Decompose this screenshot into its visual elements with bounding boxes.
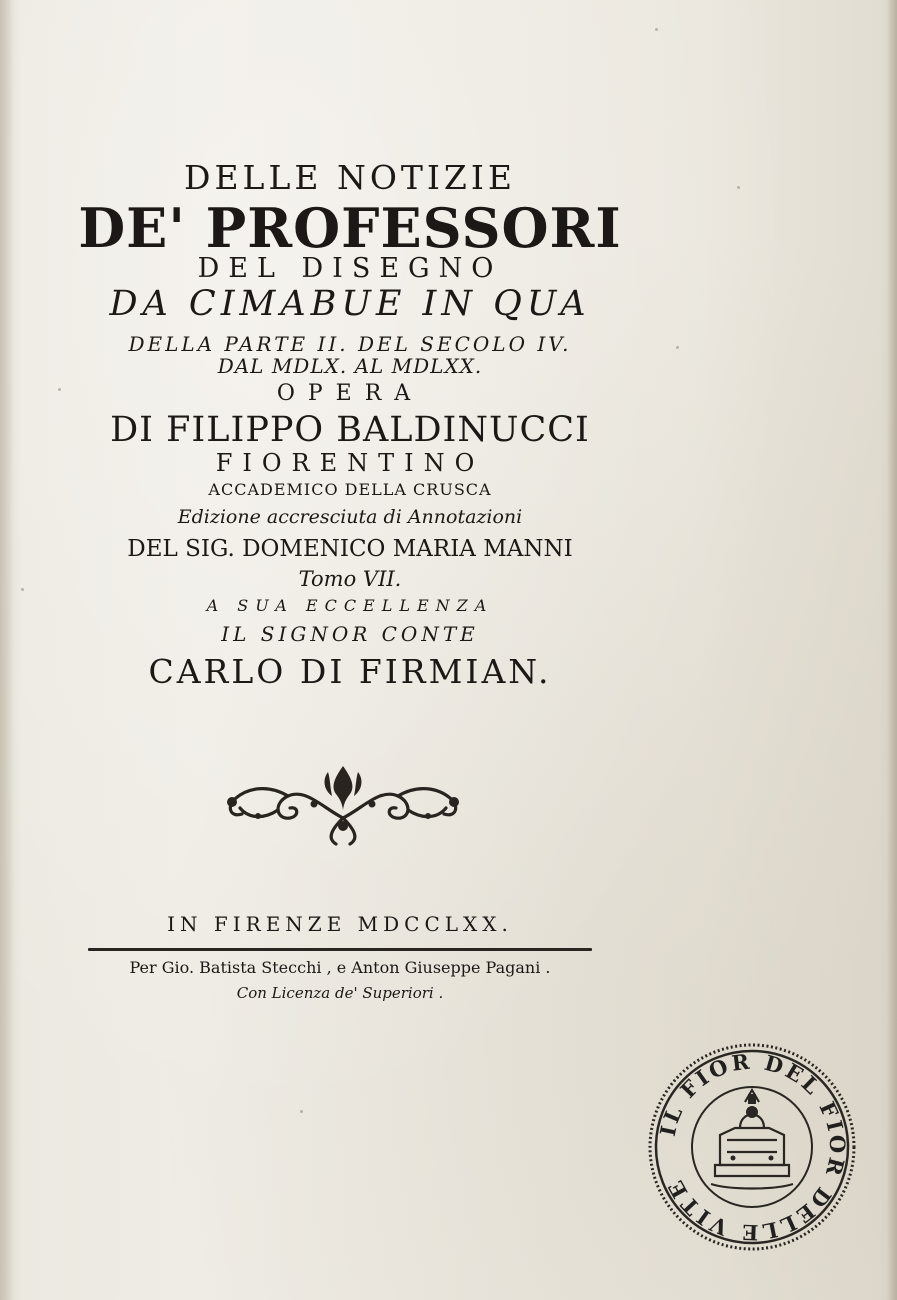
printers-ornament <box>218 758 468 850</box>
edition-note: Edizione accresciuta di Annotazioni <box>177 506 523 528</box>
foxing-spot <box>21 588 24 591</box>
stamp-lettering: IL FIOR DEL FIOR DELLE VITE <box>654 1048 851 1246</box>
title-line-parte-secolo: DELLA PARTE II. DEL SECOLO IV. <box>128 332 572 356</box>
foxing-spot <box>300 1110 303 1113</box>
author-origin: FIORENTINO <box>215 449 485 477</box>
title-line-professori: DE' PROFESSORI <box>78 196 622 260</box>
imprint-printers: Per Gio. Batista Stecchi , e Anton Giuseppe Pagani . <box>129 958 551 977</box>
dedication-line-2: IL SIGNOR CONTE <box>221 622 479 646</box>
foxing-spot <box>676 346 679 349</box>
title-line-cimabue: DA CIMABUE IN QUA <box>109 284 591 324</box>
volume-number: Tomo VII. <box>298 567 402 591</box>
title-line-opera: OPERA <box>276 381 424 406</box>
editor-name: DEL SIG. DOMENICO MARIA MANNI <box>127 536 573 562</box>
author-name: DI FILIPPO BALDINUCCI <box>110 410 590 450</box>
foxing-spot <box>58 388 61 391</box>
imprint-rule <box>88 948 592 951</box>
title-line-date-range: DAL MDLX. AL MDLXX. <box>217 354 483 378</box>
dedicatee-name: CARLO DI FIRMIAN. <box>148 652 552 691</box>
dedication-line-1: A SUA ECCELLENZA <box>206 596 494 615</box>
imprint-place-date: IN FIRENZE MDCCLXX. <box>167 912 513 936</box>
author-affiliation: ACCADEMICO DELLA CRUSCA <box>208 480 492 499</box>
page-edge-right <box>887 0 897 1300</box>
imprint-license: Con Licenza de' Superiori . <box>236 984 444 1002</box>
title-line-delle-notizie: DELLE NOTIZIE <box>184 158 516 197</box>
library-stamp <box>645 1040 859 1254</box>
foxing-spot <box>655 28 658 31</box>
foxing-spot <box>737 186 740 189</box>
title-line-del-disegno: DEL DISEGNO <box>197 253 503 284</box>
